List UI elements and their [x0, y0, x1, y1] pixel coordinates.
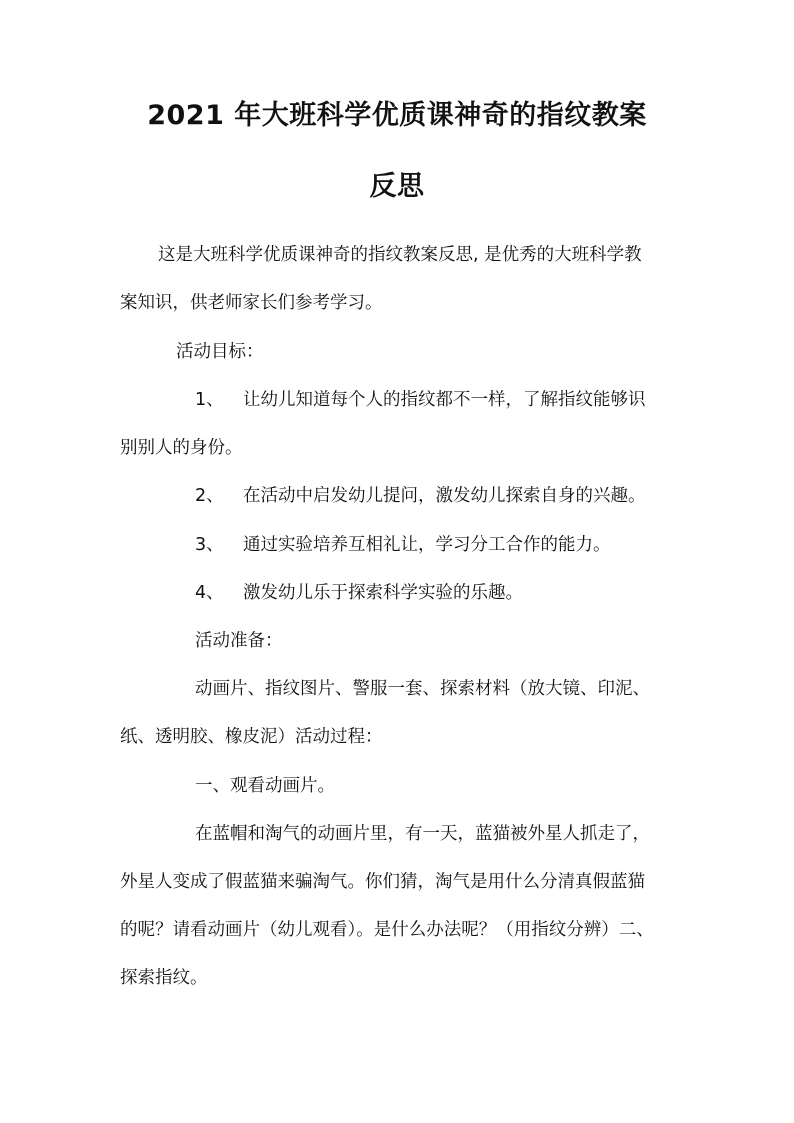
goal-1-number: 1、 [195, 390, 224, 410]
step-1-line-2: 外星人变成了假蓝猫来骗淘气。你们猜，淘气是用什么分清真假蓝猫 [120, 872, 645, 892]
goal-1-line-1 [195, 376, 765, 424]
goal-3-text: 通过实验培养互相礼让，学习分工合作的能力。 [243, 535, 611, 555]
document-title-line-1: 2021 年大班科学优质课神奇的指纹教案 [147, 100, 647, 131]
step-1-heading: 一、观看动画片。 [195, 776, 335, 796]
step-1-line-1: 在蓝帽和淘气的动画片里，有一天，蓝猫被外星人抓走了， [195, 824, 650, 844]
goal-2-number: 2、 [195, 486, 224, 506]
intro-paragraph-line-2: 案知识，供老师家长们参考学习。 [120, 293, 383, 313]
goal-1-text: 让幼儿知道每个人的指纹都不一样，了解指纹能够识 [243, 390, 646, 410]
step-1-line-4: 探索指纹。 [120, 968, 208, 988]
goal-3-number: 3、 [195, 535, 224, 555]
goal-2 [195, 472, 765, 520]
goal-4 [195, 569, 765, 617]
goal-4-number: 4、 [195, 583, 224, 603]
intro-paragraph-line-1: 这是大班科学优质课神奇的指纹教案反思, 是优秀的大班科学教 [158, 245, 642, 265]
goal-3 [195, 521, 765, 569]
goal-4-text: 激发幼儿乐于探索科学实验的乐趣。 [243, 583, 523, 603]
goal-2-text: 在活动中启发幼儿提问，激发幼儿探索自身的兴趣。 [243, 486, 646, 506]
preparation-line-2: 纸、透明胶、橡皮泥）活动过程： [120, 727, 383, 747]
goals-heading: 活动目标： [176, 342, 264, 362]
step-1-line-3: 的呢？请看动画片（幼儿观看）。是什么办法呢？（用指纹分辨）二、 [120, 920, 654, 940]
goal-1-line-2: 别别人的身份。 [120, 438, 243, 458]
preparation-line-1: 动画片、指纹图片、警服一套、探索材料（放大镜、印泥、 [195, 679, 650, 699]
preparation-heading: 活动准备： [195, 631, 283, 651]
document-title-line-2: 反思 [369, 171, 425, 202]
